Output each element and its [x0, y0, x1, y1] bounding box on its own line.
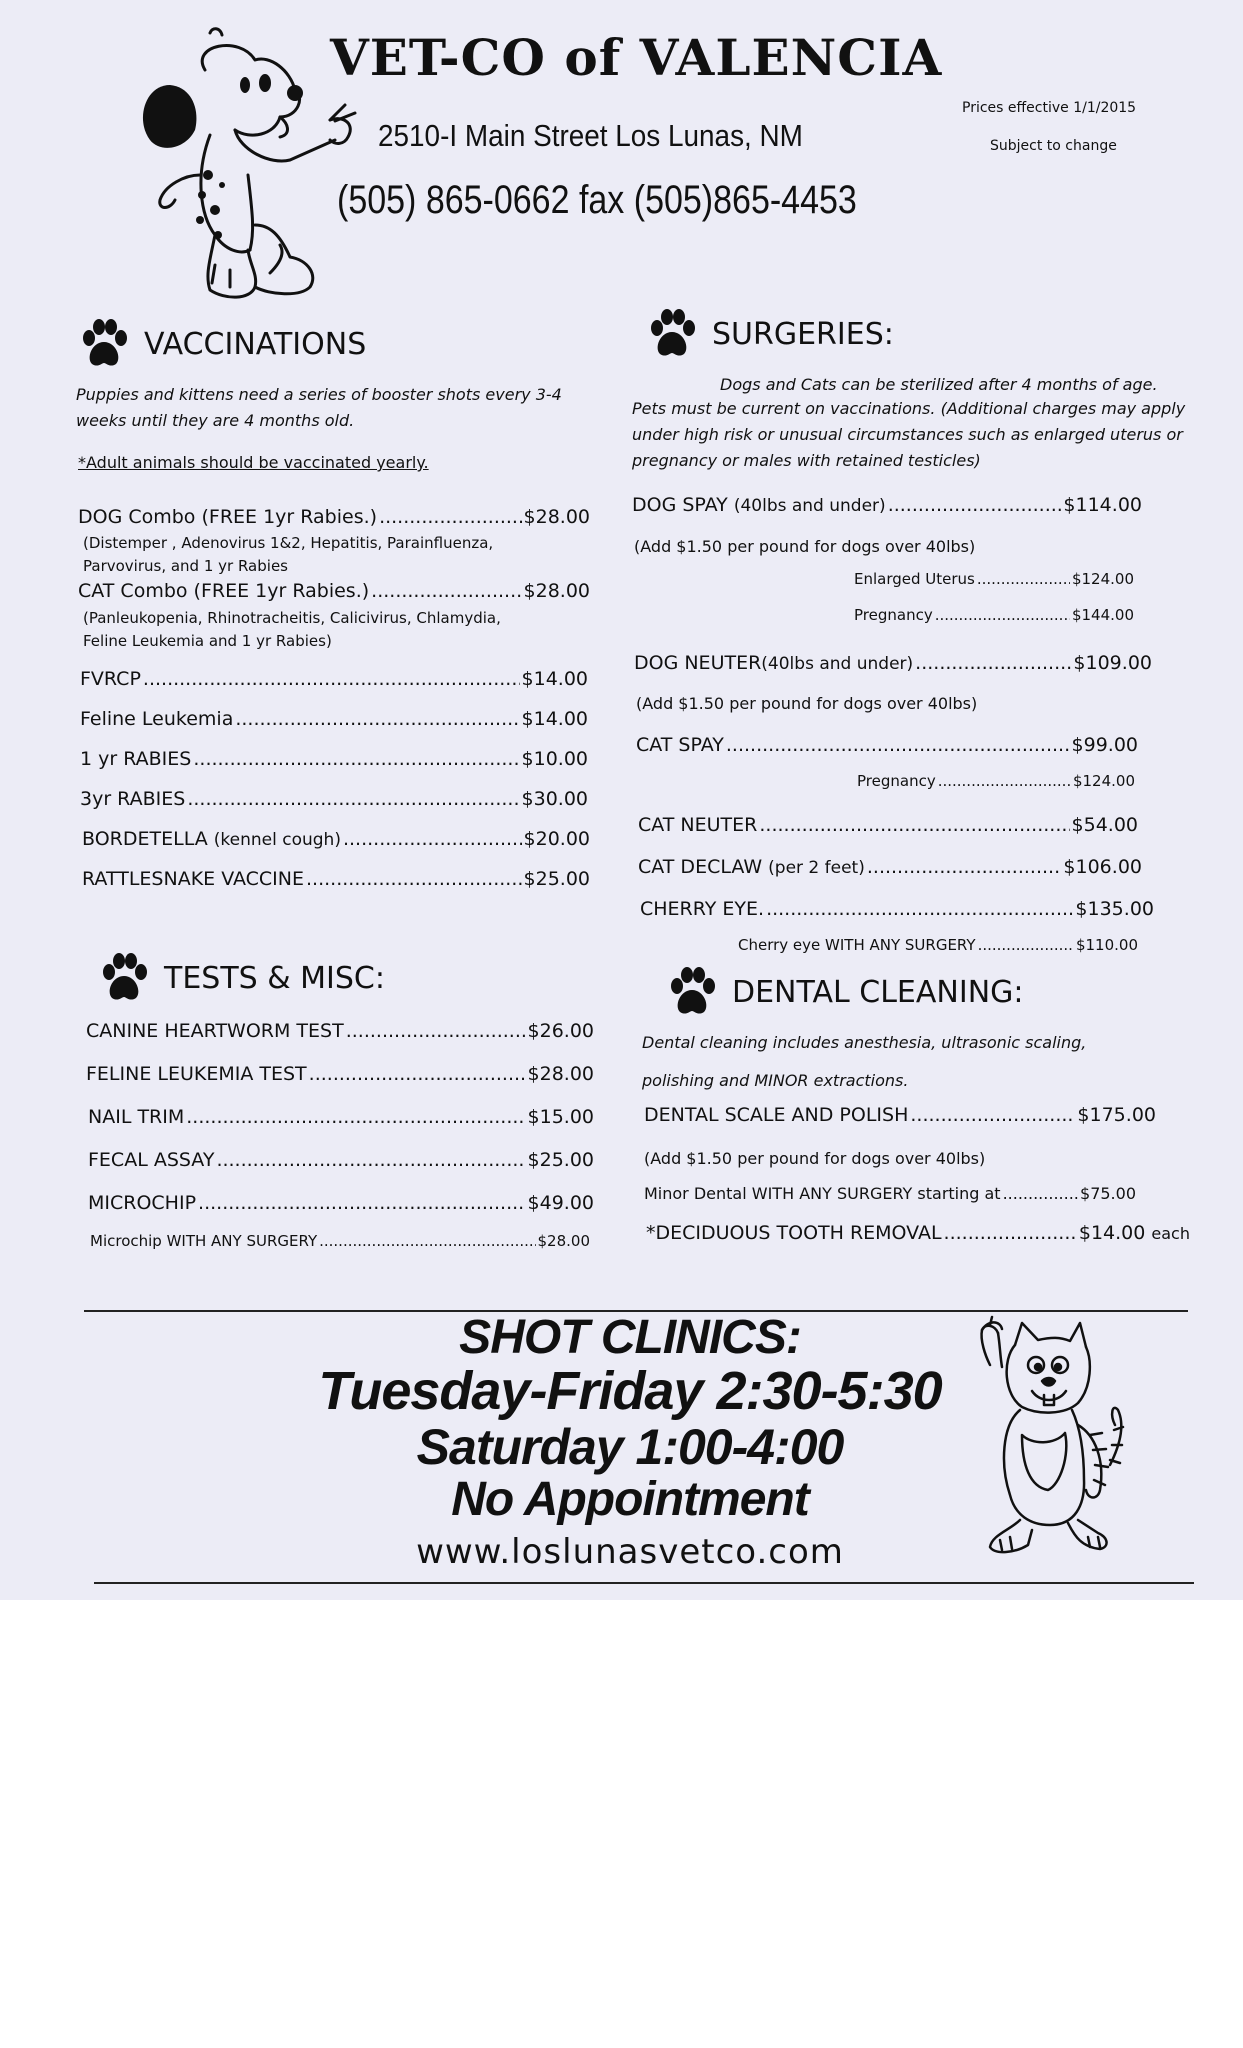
- price-row-cat-neuter: [638, 814, 1138, 836]
- row-price: $124.00: [1072, 772, 1135, 790]
- price-row-fvrcp: [80, 668, 588, 690]
- row-price: $20.00: [523, 828, 590, 850]
- row-price: $14.00: [521, 708, 588, 730]
- surgeries-heading-text: SURGERIES:: [712, 316, 894, 352]
- price-row-feline-leukemia: [80, 708, 588, 730]
- row-price: $109.00: [1073, 652, 1152, 674]
- row-price: $135.00: [1075, 898, 1154, 920]
- price-row-1yr-rabies: [80, 748, 588, 770]
- row-price: $75.00: [1080, 1184, 1136, 1203]
- clinic-title: VET-CO of VALENCIA: [330, 28, 943, 87]
- row-extra: (per 2 feet): [768, 858, 865, 878]
- dental-note-1: Dental cleaning includes anesthesia, ultrasonic scaling,: [642, 1033, 1087, 1052]
- row-extra: (40lbs and under): [733, 496, 886, 516]
- row-label: FECAL ASSAY: [88, 1149, 215, 1171]
- row-price: $28.00: [523, 506, 590, 528]
- price-row-microchip-surgery: [90, 1232, 590, 1250]
- paw-icon: [78, 318, 130, 370]
- surgeries-heading: [646, 308, 894, 360]
- vaccinations-heading: [78, 318, 366, 370]
- row-label: NAIL TRIM: [88, 1106, 185, 1128]
- price-row-heartworm: [86, 1020, 594, 1042]
- row-price: $28.00: [527, 1063, 594, 1085]
- clinic-phone: (505) 865-0662 fax (505)865-4453: [337, 178, 857, 222]
- paw-icon: [646, 308, 698, 360]
- paw-icon: [98, 952, 150, 1004]
- price-row-dog-combo: [78, 506, 590, 528]
- price-row-deciduous-tooth: [646, 1222, 1190, 1244]
- price-row-cat-declaw: [638, 856, 1142, 878]
- surgeries-note-2: Pets must be current on vaccinations. (Additional charges may apply under high risk or unusual circumstances such as enlarged uterus or pregnancy or males with retained testicles): [632, 399, 1186, 470]
- row-label: DOG SPAY: [632, 494, 728, 516]
- surgeries-note-1: Dogs and Cats can be sterilized after 4 months of age.: [720, 375, 1158, 394]
- row-label: CANINE HEARTWORM TEST: [86, 1020, 344, 1042]
- row-label: *DECIDUOUS TOOTH REMOVAL: [646, 1222, 942, 1244]
- price-row-cat-combo: [78, 580, 590, 602]
- row-price: $124.00: [1071, 570, 1134, 588]
- adult-note: *Adult animals should be vaccinated yearly.: [78, 453, 429, 472]
- price-row-feline-leukemia-test: [86, 1063, 594, 1085]
- dental-note-2: polishing and MINOR extractions.: [642, 1071, 909, 1090]
- row-price: $49.00: [527, 1192, 594, 1214]
- shot-clinics-title: SHOT CLINICS:: [459, 1311, 801, 1364]
- cat-mascot-icon: [960, 1315, 1130, 1565]
- row-price: $28.00: [537, 1232, 590, 1250]
- cat-combo-detail-1: (Panleukopenia, Rhinotracheitis, Calicivirus, Chlamydia,: [83, 609, 501, 627]
- clinic-address: 2510-I Main Street Los Lunas, NM: [378, 118, 803, 153]
- price-row-dog-spay: [632, 494, 1142, 516]
- footer-divider: [94, 1582, 1194, 1584]
- row-label: Feline Leukemia: [80, 708, 234, 730]
- add-weight-note-2: (Add $1.50 per pound for dogs over 40lbs): [636, 694, 978, 713]
- row-price: $25.00: [527, 1149, 594, 1171]
- price-row-microchip: [88, 1192, 594, 1214]
- price-row-dog-neuter: [634, 652, 1152, 674]
- row-extra: (kennel cough): [213, 830, 341, 850]
- row-label: CHERRY EYE.: [640, 898, 765, 920]
- tests-heading: [98, 952, 385, 1004]
- row-label: DOG Combo (FREE 1yr Rabies.): [78, 506, 378, 528]
- row-label: BORDETELLA: [82, 828, 208, 850]
- cat-combo-detail-2: Feline Leukemia and 1 yr Rabies): [83, 632, 332, 650]
- price-row-pregnancy-cat: [857, 772, 1135, 790]
- dog-combo-detail-2: Parvovirus, and 1 yr Rabies: [83, 557, 288, 575]
- row-label: CAT SPAY: [636, 734, 724, 756]
- price-row-nail-trim: [88, 1106, 594, 1128]
- website-link[interactable]: www.loslunasvetco.com: [416, 1532, 844, 1572]
- clinic-hours-saturday: Saturday 1:00-4:00: [416, 1419, 844, 1475]
- row-label: 3yr RABIES: [80, 788, 186, 810]
- row-suffix: each: [1151, 1224, 1190, 1243]
- row-extra: (40lbs and under): [761, 654, 914, 674]
- row-price: $26.00: [527, 1020, 594, 1042]
- row-label: FVRCP: [80, 668, 141, 690]
- row-price: $114.00: [1063, 494, 1142, 516]
- row-price: $106.00: [1063, 856, 1142, 878]
- row-label: CAT Combo (FREE 1yr Rabies.): [78, 580, 370, 602]
- vaccinations-note: Puppies and kittens need a series of booster shots every 3-4 weeks until they are 4 months old.: [76, 385, 562, 430]
- row-label: 1 yr RABIES: [80, 748, 192, 770]
- row-price: $99.00: [1071, 734, 1138, 756]
- row-label: RATTLESNAKE VACCINE: [82, 868, 304, 890]
- price-row-pregnancy-dog: [854, 606, 1134, 624]
- row-price: $110.00: [1075, 936, 1138, 954]
- vaccinations-heading-text: VACCINATIONS: [144, 326, 367, 362]
- row-price: $14.00: [521, 668, 588, 690]
- row-label: DENTAL SCALE AND POLISH: [644, 1104, 909, 1126]
- dog-combo-detail-1: (Distemper , Adenovirus 1&2, Hepatitis, Parainfluenza,: [83, 534, 494, 552]
- row-price: $14.00: [1078, 1222, 1146, 1244]
- price-row-cat-spay: [636, 734, 1138, 756]
- row-label: Minor Dental WITH ANY SURGERY starting at: [644, 1184, 1001, 1203]
- row-price: $15.00: [527, 1106, 594, 1128]
- paw-icon: [666, 966, 718, 1018]
- dental-heading-text: DENTAL CLEANING:: [732, 974, 1024, 1010]
- dental-add-weight: (Add $1.50 per pound for dogs over 40lbs): [644, 1149, 986, 1168]
- row-label: CAT DECLAW: [638, 856, 763, 878]
- price-row-bordetella: [82, 828, 590, 850]
- row-label: MICROCHIP: [88, 1192, 197, 1214]
- price-row-enlarged-uterus: [854, 570, 1134, 588]
- row-price: $30.00: [521, 788, 588, 810]
- price-row-rattlesnake: [82, 868, 590, 890]
- row-price: $28.00: [523, 580, 590, 602]
- subject-to-change: Subject to change: [990, 138, 1117, 154]
- row-label: FELINE LEUKEMIA TEST: [86, 1063, 307, 1085]
- price-row-minor-dental: [644, 1184, 1136, 1203]
- row-price: $175.00: [1077, 1104, 1156, 1126]
- tests-heading-text: TESTS & MISC:: [164, 960, 385, 996]
- price-row-dental-scale: [644, 1104, 1156, 1126]
- row-label: Enlarged Uterus: [854, 570, 975, 588]
- price-row-cherry-eye: [640, 898, 1154, 920]
- price-row-fecal-assay: [88, 1149, 594, 1171]
- clinic-hours-weekday: Tuesday-Friday 2:30-5:30: [318, 1361, 942, 1421]
- row-price: $54.00: [1071, 814, 1138, 836]
- row-label: Microchip WITH ANY SURGERY: [90, 1232, 318, 1250]
- no-appointment: No Appointment: [451, 1473, 809, 1526]
- row-label: CAT NEUTER: [638, 814, 758, 836]
- dental-heading: [666, 966, 1024, 1018]
- row-label: Cherry eye WITH ANY SURGERY: [738, 936, 976, 954]
- row-label: DOG NEUTER: [634, 652, 762, 674]
- prices-effective: Prices effective 1/1/2015: [962, 100, 1137, 116]
- price-row-cherry-eye-surgery: [738, 936, 1138, 954]
- row-price: $10.00: [521, 748, 588, 770]
- add-weight-note-1: (Add $1.50 per pound for dogs over 40lbs): [634, 537, 976, 556]
- row-price: $25.00: [523, 868, 590, 890]
- row-price: $144.00: [1071, 606, 1134, 624]
- row-label: Pregnancy: [857, 772, 936, 790]
- row-label: Pregnancy: [854, 606, 933, 624]
- price-row-3yr-rabies: [80, 788, 588, 810]
